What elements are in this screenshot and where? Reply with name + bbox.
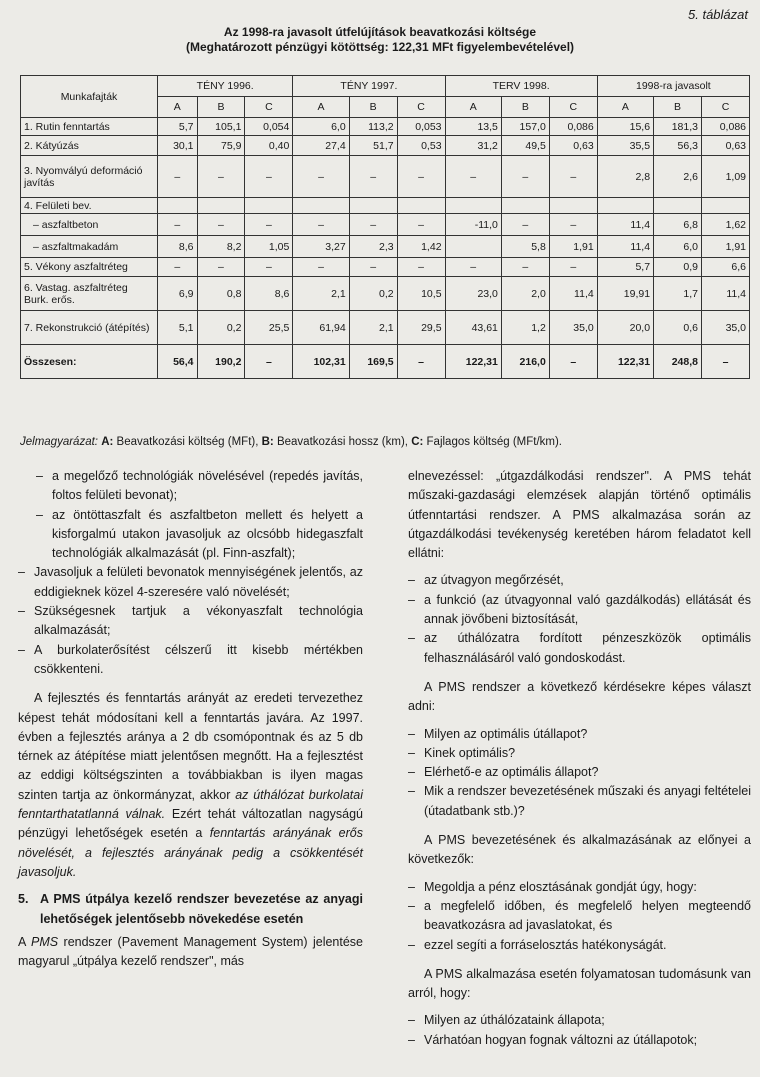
legend-a-key: A: bbox=[101, 436, 114, 448]
list-item: – Megoldja a pénz elosztásának gondját úgy, hogy: bbox=[408, 879, 697, 894]
table-cell: – bbox=[549, 156, 597, 198]
list-item: – a funkció (az útvagyonnal való gazdálkodás) ellátását és annak jövőbeni biztosítását, bbox=[408, 592, 751, 627]
legend-b-text: Beavatkozási hossz (km), bbox=[276, 436, 408, 448]
table-cell: 0,054 bbox=[245, 118, 293, 136]
section-heading: 5. A PMS útpálya kezelő rendszer bevezetése az anyagi lehetőségek jelentősebb növekedése esetén bbox=[18, 892, 363, 926]
table-cell: 0,63 bbox=[701, 136, 749, 156]
table-cell bbox=[397, 198, 445, 214]
table-cell: 1,42 bbox=[397, 236, 445, 258]
subcol-header: B bbox=[349, 97, 397, 118]
table-cell bbox=[701, 198, 749, 214]
table-cell: 2,8 bbox=[597, 156, 653, 198]
table-cell: – bbox=[197, 156, 245, 198]
table-cell: 0,8 bbox=[197, 277, 245, 311]
table-cell: – bbox=[445, 258, 501, 277]
list-item: – Javasoljuk a felületi bevonatok mennyiségének jelentős, az eddigieknek közel 4-szeresére való növelését; bbox=[18, 565, 363, 599]
table-cell: – bbox=[397, 156, 445, 198]
table-cell: 6,0 bbox=[293, 118, 349, 136]
legend-b-key: B: bbox=[261, 436, 274, 448]
table-cell: 23,0 bbox=[445, 277, 501, 311]
paragraph: A PMS rendszer a következő kérdésekre képes választ adni: bbox=[408, 679, 751, 714]
table-cell: 3,27 bbox=[293, 236, 349, 258]
table-cell: 11,4 bbox=[597, 236, 653, 258]
table-cell: 248,8 bbox=[654, 345, 702, 379]
subcol-header: B bbox=[654, 97, 702, 118]
table-cell: 6,9 bbox=[158, 277, 198, 311]
table-cell: – bbox=[245, 345, 293, 379]
table-cell: 56,4 bbox=[158, 345, 198, 379]
subcol-header: C bbox=[549, 97, 597, 118]
row-label: – aszfaltmakadám bbox=[21, 236, 158, 258]
table-cell: 169,5 bbox=[349, 345, 397, 379]
table-cell: 190,2 bbox=[197, 345, 245, 379]
table-cell: 2,0 bbox=[501, 277, 549, 311]
table-cell: – bbox=[197, 214, 245, 236]
list-item: – az útvagyon megőrzését, bbox=[408, 573, 564, 588]
table-cell: – bbox=[501, 258, 549, 277]
table-cell: – bbox=[397, 345, 445, 379]
list-item: – Kinek optimális? bbox=[408, 745, 516, 760]
list-item: – Várhatóan hogyan fognak változni az útállapotok; bbox=[408, 1032, 698, 1047]
table-cell: 11,4 bbox=[597, 214, 653, 236]
table-cell: 6,0 bbox=[654, 236, 702, 258]
list-item: – ezzel segíti a forráselosztás hatékonyságát. bbox=[408, 937, 667, 952]
row-label: 5. Vékony aszfaltréteg bbox=[21, 258, 158, 277]
list-item: – Milyen az optimális útállapot? bbox=[408, 726, 588, 741]
paragraph: A fejlesztés és fenntartás arányát az eredeti tervezethez képest tehát módosítani kell a fenntartás javára. Az 1997. évben a fejlesztés aránya a 2 db csomópontnak és az 5 db térnek az átépítése miatt jelentősen megnőtt. Ha a fejlesztést az eddigi költségszinten a továbbiakban is ilyen magas szinten tartja az önkormányzat, akkor az úthálózat burkolatai fenntarthatatlanná válnak. Ezért tehát változatlan nagyságú pénzügyi lehetőségek esetén a fenntartás arányának erős növelését, a fejlesztés arányának pedig a csökkentését javasoljuk. bbox=[18, 691, 364, 879]
table-cell: 113,2 bbox=[349, 118, 397, 136]
table-cell: 2,6 bbox=[654, 156, 702, 198]
table-number: 5. táblázat bbox=[688, 7, 748, 22]
table-row bbox=[21, 258, 750, 277]
table-cell: 0,40 bbox=[245, 136, 293, 156]
table-cell: 102,31 bbox=[293, 345, 349, 379]
legend-prefix: Jelmagyarázat: bbox=[20, 436, 98, 448]
paragraph: A PMS alkalmazása esetén folyamatosan tudomásunk van arról, hogy: bbox=[408, 966, 751, 1001]
table-cell: 35,0 bbox=[549, 311, 597, 345]
table-row bbox=[21, 136, 750, 156]
table-cell: – bbox=[245, 156, 293, 198]
list-item: – Szükségesnek tartjuk a vékonyaszfalt technológia alkalmazását; bbox=[18, 604, 363, 638]
table-cell: 35,0 bbox=[701, 311, 749, 345]
table-cell bbox=[349, 198, 397, 214]
table-cell: – bbox=[445, 156, 501, 198]
row-label: – aszfaltbeton bbox=[21, 214, 158, 236]
table-row bbox=[21, 214, 750, 236]
table-cell: 0,086 bbox=[701, 118, 749, 136]
table-cell: – bbox=[293, 214, 349, 236]
group-header: 1998-ra javasolt bbox=[597, 76, 749, 97]
table-cell: – bbox=[397, 214, 445, 236]
col-header-work-types: Munkafajták bbox=[21, 76, 158, 118]
table-cell: – bbox=[293, 258, 349, 277]
table-cell: 122,31 bbox=[445, 345, 501, 379]
row-label: 2. Kátyúzás bbox=[21, 136, 158, 156]
table-cell: 15,6 bbox=[597, 118, 653, 136]
table-cell: 56,3 bbox=[654, 136, 702, 156]
table-cell: 19,91 bbox=[597, 277, 653, 311]
table-cell: 31,2 bbox=[445, 136, 501, 156]
table-cell: 75,9 bbox=[197, 136, 245, 156]
table-cell: 0,53 bbox=[397, 136, 445, 156]
table-row bbox=[21, 198, 750, 214]
table-cell: 0,086 bbox=[549, 118, 597, 136]
table-cell: 35,5 bbox=[597, 136, 653, 156]
group-header: TERV 1998. bbox=[445, 76, 597, 97]
table-cell: 49,5 bbox=[501, 136, 549, 156]
list-item: – az öntöttaszfalt és aszfaltbeton mellett és helyett a kisforgalmú utakon javasoljuk az olcsóbb hidegaszfalt technológiák alkalmazását (pl. Finn-aszfalt); bbox=[36, 507, 363, 561]
table-cell: 2,1 bbox=[349, 311, 397, 345]
table-title bbox=[0, 25, 760, 55]
table-cell: 43,61 bbox=[445, 311, 501, 345]
table-cell: 11,4 bbox=[701, 277, 749, 311]
table-row bbox=[21, 345, 750, 379]
subcol-header: B bbox=[197, 97, 245, 118]
table-cell: 8,2 bbox=[197, 236, 245, 258]
table-cell: – bbox=[397, 258, 445, 277]
table-cell: 5,1 bbox=[158, 311, 198, 345]
table-cell: 13,5 bbox=[445, 118, 501, 136]
table-cell: – bbox=[549, 214, 597, 236]
table-cell: 1,7 bbox=[654, 277, 702, 311]
table-cell: – bbox=[293, 156, 349, 198]
table-cell: 11,4 bbox=[549, 277, 597, 311]
row-label: 4. Felületi bev. bbox=[21, 198, 158, 214]
table-cell: – bbox=[349, 156, 397, 198]
table-cell: 29,5 bbox=[397, 311, 445, 345]
subcol-header: B bbox=[501, 97, 549, 118]
row-label: 3. Nyomvályú deformáció javítás bbox=[21, 156, 158, 198]
list-item: – A burkolaterősítést célszerű itt kisebb mértékben csökkenteni. bbox=[18, 642, 363, 676]
group-header: TÉNY 1997. bbox=[293, 76, 445, 97]
table-cell: – bbox=[501, 214, 549, 236]
paragraph: A PMS bevezetésének és alkalmazásának az előnyei a következők: bbox=[408, 833, 751, 867]
paragraph: A PMS rendszer (Pavement Management System) jelentése magyarul „útpálya kezelő rendszer", más bbox=[18, 934, 363, 969]
list-item: – Elérhető-e az optimális állapot? bbox=[408, 765, 599, 780]
subcol-header: A bbox=[597, 97, 653, 118]
table-cell: 1,91 bbox=[549, 236, 597, 258]
table-row bbox=[21, 311, 750, 345]
table-cell: 6,8 bbox=[654, 214, 702, 236]
paragraph: elnevezéssel: „útgazdálkodási rendszer". A PMS tehát műszaki-gazdasági elemzések alapján történő optimális útfenntartási rendszer. A PMS alkalmazása során az útgazdálkodási tevékenység keretében három feladatot kell ellátni: bbox=[408, 469, 751, 561]
table-cell: -11,0 bbox=[445, 214, 501, 236]
table-cell: 122,31 bbox=[597, 345, 653, 379]
table-cell: 2,1 bbox=[293, 277, 349, 311]
table-cell: – bbox=[549, 258, 597, 277]
table-cell: 105,1 bbox=[197, 118, 245, 136]
table-cell: 27,4 bbox=[293, 136, 349, 156]
table-cell: 1,62 bbox=[701, 214, 749, 236]
table-cell bbox=[245, 198, 293, 214]
list-item: – a megfelelő időben, és megfelelő helyen megteendő beavatkozásra ad javaslatokat, és bbox=[408, 898, 751, 933]
subcol-header: C bbox=[245, 97, 293, 118]
list-item: – az úthálózatra fordított pénzeszközök optimális felhasználásáról való gondoskodást. bbox=[408, 631, 751, 665]
table-cell: – bbox=[158, 214, 198, 236]
table-cell bbox=[197, 198, 245, 214]
table-cell: – bbox=[197, 258, 245, 277]
table-cell: – bbox=[349, 214, 397, 236]
table-cell: 61,94 bbox=[293, 311, 349, 345]
subcol-header: A bbox=[445, 97, 501, 118]
table-cell: 216,0 bbox=[501, 345, 549, 379]
table-cell: 8,6 bbox=[245, 277, 293, 311]
left-column bbox=[18, 467, 363, 979]
table-cell bbox=[654, 198, 702, 214]
table-cell: 5,7 bbox=[597, 258, 653, 277]
table-row bbox=[21, 156, 750, 198]
row-label: 6. Vastag. aszfaltréteg Burk. erős. bbox=[21, 277, 158, 311]
table-cell bbox=[158, 198, 198, 214]
table-cell: 1,91 bbox=[701, 236, 749, 258]
table-cell: 0,63 bbox=[549, 136, 597, 156]
table-header bbox=[21, 76, 750, 118]
table-cell bbox=[445, 198, 501, 214]
table-legend bbox=[20, 436, 562, 448]
table-cell: 5,7 bbox=[158, 118, 198, 136]
table-cell: 157,0 bbox=[501, 118, 549, 136]
table-cell: – bbox=[701, 345, 749, 379]
table-cell bbox=[293, 198, 349, 214]
table-title-line-1: Az 1998-ra javasolt útfelújítások beavatkozási költsége bbox=[223, 25, 537, 39]
table-cell: 10,5 bbox=[397, 277, 445, 311]
subcol-header: A bbox=[293, 97, 349, 118]
table-cell bbox=[597, 198, 653, 214]
table-cell: 8,6 bbox=[158, 236, 198, 258]
table-cell: 181,3 bbox=[654, 118, 702, 136]
group-header: TÉNY 1996. bbox=[158, 76, 293, 97]
table-cell: 0,6 bbox=[654, 311, 702, 345]
subcol-header: A bbox=[158, 97, 198, 118]
right-column bbox=[408, 467, 751, 1050]
table-cell: – bbox=[501, 156, 549, 198]
subcol-header: C bbox=[701, 97, 749, 118]
table-cell: 0,9 bbox=[654, 258, 702, 277]
table-cell: 0,053 bbox=[397, 118, 445, 136]
row-label: 1. Rutin fenntartás bbox=[21, 118, 158, 136]
table-body bbox=[21, 118, 750, 379]
table-cell: 51,7 bbox=[349, 136, 397, 156]
legend-c-text: Fajlagos költség (MFt/km). bbox=[426, 436, 563, 448]
table-cell: 1,09 bbox=[701, 156, 749, 198]
table-cell: – bbox=[349, 258, 397, 277]
table-cell: – bbox=[158, 156, 198, 198]
table-cell: 0,2 bbox=[349, 277, 397, 311]
table-cell: – bbox=[158, 258, 198, 277]
table-cell bbox=[501, 198, 549, 214]
table-row bbox=[21, 277, 750, 311]
table-cell bbox=[445, 236, 501, 258]
legend-a-text: Beavatkozási költség (MFt), bbox=[116, 436, 259, 448]
table-cell: 2,3 bbox=[349, 236, 397, 258]
row-label: 7. Rekonstrukció (átépítés) bbox=[21, 311, 158, 345]
table-row bbox=[21, 236, 750, 258]
list-item: – a megelőző technológiák növelésével (repedés javítás, foltos felületi bevonat); bbox=[36, 469, 363, 503]
table-cell: 1,05 bbox=[245, 236, 293, 258]
table-cell: 1,2 bbox=[501, 311, 549, 345]
cost-table bbox=[20, 75, 750, 379]
table-cell: 30,1 bbox=[158, 136, 198, 156]
list-item: – Milyen az úthálózataink állapota; bbox=[408, 1013, 605, 1028]
row-label: Összesen: bbox=[21, 345, 158, 379]
table-cell: – bbox=[245, 258, 293, 277]
table-cell: 5,8 bbox=[501, 236, 549, 258]
table-row bbox=[21, 118, 750, 136]
table-cell: 25,5 bbox=[245, 311, 293, 345]
list-item: – Mik a rendszer bevezetésének műszaki és anyagi feltételei (útadatbank stb.)? bbox=[408, 784, 751, 818]
table-cell: – bbox=[245, 214, 293, 236]
subcol-header: C bbox=[397, 97, 445, 118]
table-cell: 20,0 bbox=[597, 311, 653, 345]
table-title-line-2: (Meghatározott pénzügyi kötöttség: 122,31 MFt figyelembevételével) bbox=[185, 40, 575, 54]
table-cell bbox=[549, 198, 597, 214]
table-cell: 0,2 bbox=[197, 311, 245, 345]
legend-c-key: C: bbox=[411, 436, 424, 448]
table-cell: – bbox=[549, 345, 597, 379]
table-cell: 6,6 bbox=[701, 258, 749, 277]
